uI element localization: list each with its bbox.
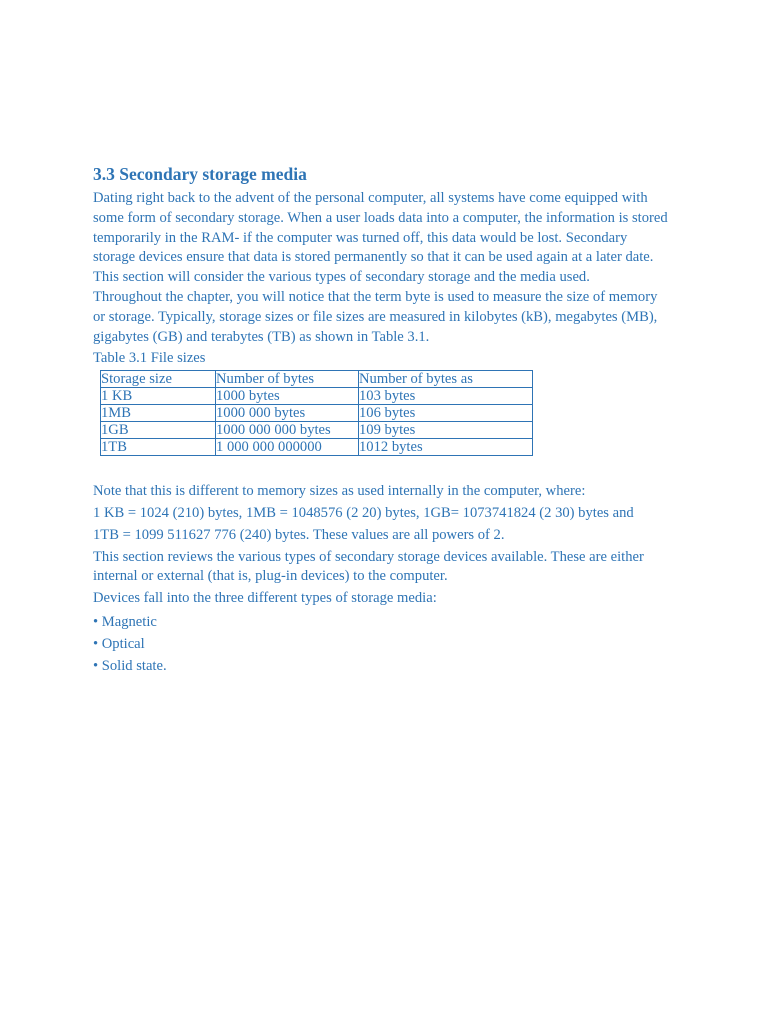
document-page <box>93 163 668 677</box>
file-sizes-table <box>100 370 533 456</box>
media-types-list <box>93 611 668 677</box>
table-cell: 1GB <box>101 422 216 439</box>
table-cell: 1012 bytes <box>359 439 533 456</box>
memory-intro: Note that this is different to memory sizes as used internally in the computer, where: <box>93 483 586 500</box>
table-cell: 1TB <box>101 439 216 456</box>
table-cell: 109 bytes <box>359 422 533 439</box>
list-item: • Optical <box>93 635 145 652</box>
list-item: • Solid state. <box>93 657 167 674</box>
chapter-note-paragraph: Throughout the chapter, you will notice that the term byte is used to measure the size of memory or storage. Typically, storage sizes or file sizes are measured in kilobytes (kB), megabytes (MB), gigabytes (GB) and terabytes (TB) as shown in Table 3.1. <box>93 288 658 345</box>
list-item: • Magnetic <box>93 613 157 630</box>
table-header-row <box>101 371 533 388</box>
table-cell: 1000 bytes <box>216 388 359 405</box>
table-row <box>101 439 533 456</box>
table-header-cell: Number of bytes <box>216 371 359 388</box>
table-cell: 1 000 000 000000 <box>216 439 359 456</box>
table-header-cell: Number of bytes as <box>359 371 533 388</box>
table-caption: Table 3.1 File sizes <box>93 350 206 367</box>
table-row <box>101 405 533 422</box>
table-row <box>101 388 533 405</box>
table-cell: 1 KB <box>101 388 216 405</box>
table-cell: 1000 000 bytes <box>216 405 359 422</box>
spacer <box>93 456 668 482</box>
table-cell: 1MB <box>101 405 216 422</box>
memory-notes <box>93 482 668 609</box>
section-review: This section reviews the various types of secondary storage devices available. These are either internal or external (that is, plug-in devices) to the computer. <box>93 548 644 585</box>
table-cell: 103 bytes <box>359 388 533 405</box>
intro-paragraph: Dating right back to the advent of the personal computer, all systems have come equipped with some form of secondary storage. When a user loads data into a computer, the information is stored temporarily in the RAM- if the computer was turned off, this data would be lost. Secondary storage devices ensure that data is stored permanently so that it can be used again at a later date. This section will consider the various types of secondary storage and the media used. <box>93 190 668 286</box>
table-cell: 106 bytes <box>359 405 533 422</box>
devices-intro: Devices fall into the three different types of storage media: <box>93 590 437 607</box>
memory-values: 1 KB = 1024 (210) bytes, 1MB = 1048576 (2 20) bytes, 1GB= 1073741824 (2 30) bytes and <box>93 504 634 521</box>
table-row <box>101 422 533 439</box>
table-header-cell: Storage size <box>101 371 216 388</box>
tb-value: 1TB = 1099 511627 776 (240) bytes. These values are all powers of 2. <box>93 526 505 543</box>
section-title: 3.3 Secondary storage media <box>93 164 307 184</box>
table-cell: 1000 000 000 bytes <box>216 422 359 439</box>
